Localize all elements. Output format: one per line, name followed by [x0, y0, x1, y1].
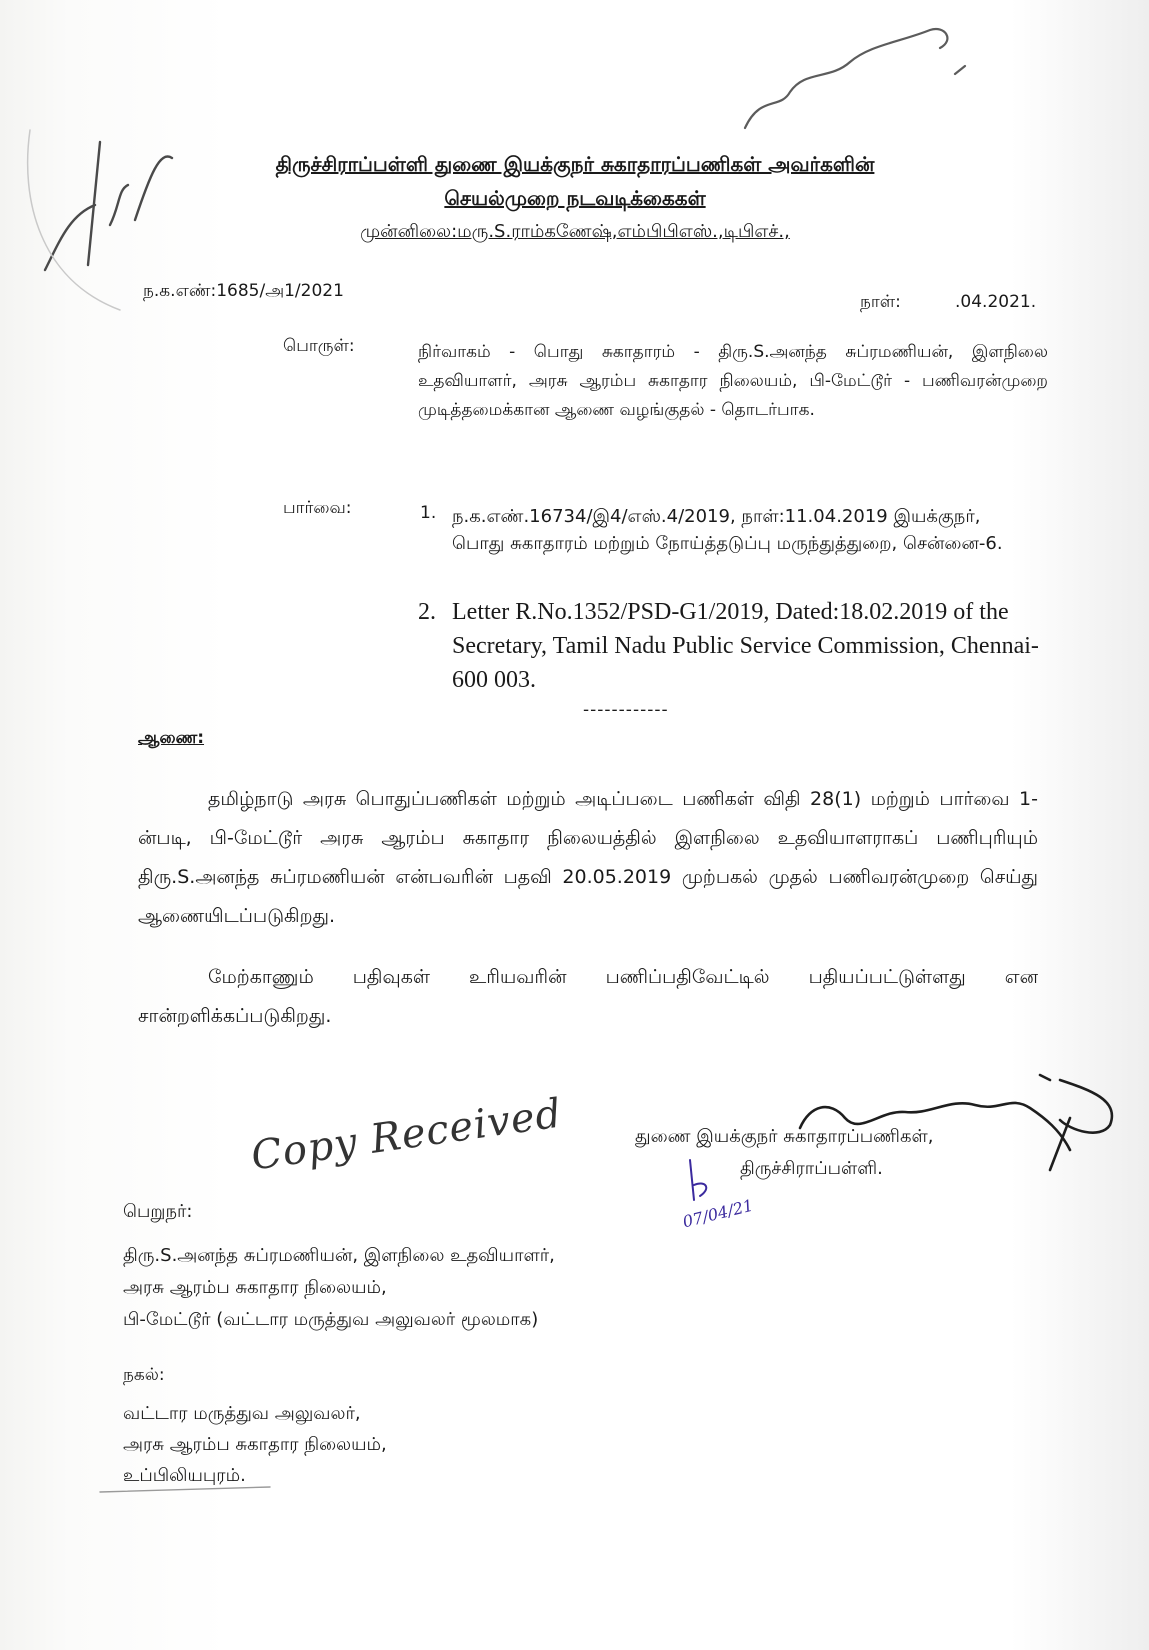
- copy-line: அரசு ஆரம்ப சுகாதார நிலையம்,: [123, 1434, 387, 1455]
- top-right-scribble: [745, 29, 965, 128]
- office-heading: திருச்சிராப்பள்ளி துணை இயக்குநர் சுகாதாரப்பணிகள் அவர்களின்: [275, 152, 875, 176]
- proceedings-heading: செயல்முறை நடவடிக்கைகள்: [444, 186, 706, 210]
- order-heading: ஆணை:: [138, 728, 205, 748]
- copy-label: நகல்:: [123, 1365, 165, 1385]
- subject-label: பொருள்:: [283, 336, 355, 356]
- reference-2-text: Letter R.No.1352/PSD-G1/2019, Dated:18.02.2019 of the Secretary, Tamil Nadu Public Service Commission, Chennai-600 003.: [452, 599, 1039, 693]
- order-paragraph-2: மேற்காணும் பதிவுகள் உரியவரின் பணிப்பதிவேட்டில் பதியப்பட்டுள்ளது என சான்றளிக்கப்படுகிறது.: [138, 966, 1038, 1027]
- signatory-place: திருச்சிராப்பள்ளி.: [740, 1158, 883, 1179]
- reference-2-number: 2.: [418, 599, 436, 625]
- order-paragraph-1: தமிழ்நாடு அரசு பொதுப்பணிகள் மற்றும் அடிப்படை பணிகள் விதி 28(1) மற்றும் பார்வை 1-ன்படி, பி-மேட்டூர் அரசு ஆரம்ப சுகாதார நிலையத்தில் இளநிலை உதவியாளராகப் பணிபுரியும் திரு.S.அனந்த சுப்ரமணியன் என்பவரின் பதவி 20.05.2019 முற்பகல் முதல் பணிவரன்முறை செய்து ஆணையிடப்படுகிறது.: [138, 788, 1038, 927]
- reference-number: ந.க.எண்:1685/அ1/2021: [143, 281, 344, 301]
- recipient-line: அரசு ஆரம்ப சுகாதார நிலையம்,: [123, 1277, 387, 1298]
- reference-1-text: ந.க.எண்.16734/இ4/எஸ்.4/2019, நாள்:11.04.2019 இயக்குநர், பொது சுகாதாரம் மற்றும் நோய்த்தடுப்பு மருந்துத்துறை, சென்னை-6.: [452, 506, 1003, 554]
- blue-initials: [690, 1160, 706, 1200]
- received-date-handwriting: 07/04/21: [680, 1195, 756, 1232]
- date-label: நாள்:: [860, 292, 901, 312]
- signatory-title: துணை இயக்குநர் சுகாதாரப்பணிகள்,: [635, 1126, 934, 1147]
- official-signature: [800, 1075, 1112, 1170]
- recipient-label: பெறுநர்:: [123, 1201, 193, 1222]
- copy-received-handwriting: Copy Received: [248, 1090, 565, 1180]
- bottom-rule: [100, 1487, 270, 1492]
- references-label: பார்வை:: [283, 498, 352, 518]
- presiding-officer: முன்னிலை:மரு.S.ராம்கணேஷ்,எம்பிபிஎஸ்.,டிபிஎச்.,: [360, 221, 790, 242]
- separator: ------------: [583, 700, 669, 720]
- left-date-scribble: [45, 142, 172, 270]
- reference-1-number: 1.: [420, 503, 437, 523]
- recipient-line: பி-மேட்டூர் (வட்டார மருத்துவ அலுவலர் மூலமாக): [123, 1309, 539, 1330]
- copy-line: வட்டார மருத்துவ அலுவலர்,: [123, 1403, 361, 1424]
- recipient-line: திரு.S.அனந்த சுப்ரமணியன், இளநிலை உதவியாளர்,: [123, 1245, 555, 1266]
- date-value: .04.2021.: [955, 292, 1037, 312]
- copy-line: உப்பிலியபுரம்.: [123, 1465, 246, 1486]
- subject-text: நிர்வாகம் - பொது சுகாதாரம் - திரு.S.அனந்த சுப்ரமணியன், இளநிலை உதவியாளர், அரசு ஆரம்ப சுகாதார நிலையம், பி-மேட்டூர் - பணிவரன்முறை முடித்தமைக்கான ஆணை வழங்குதல் - தொடர்பாக.: [418, 342, 1048, 420]
